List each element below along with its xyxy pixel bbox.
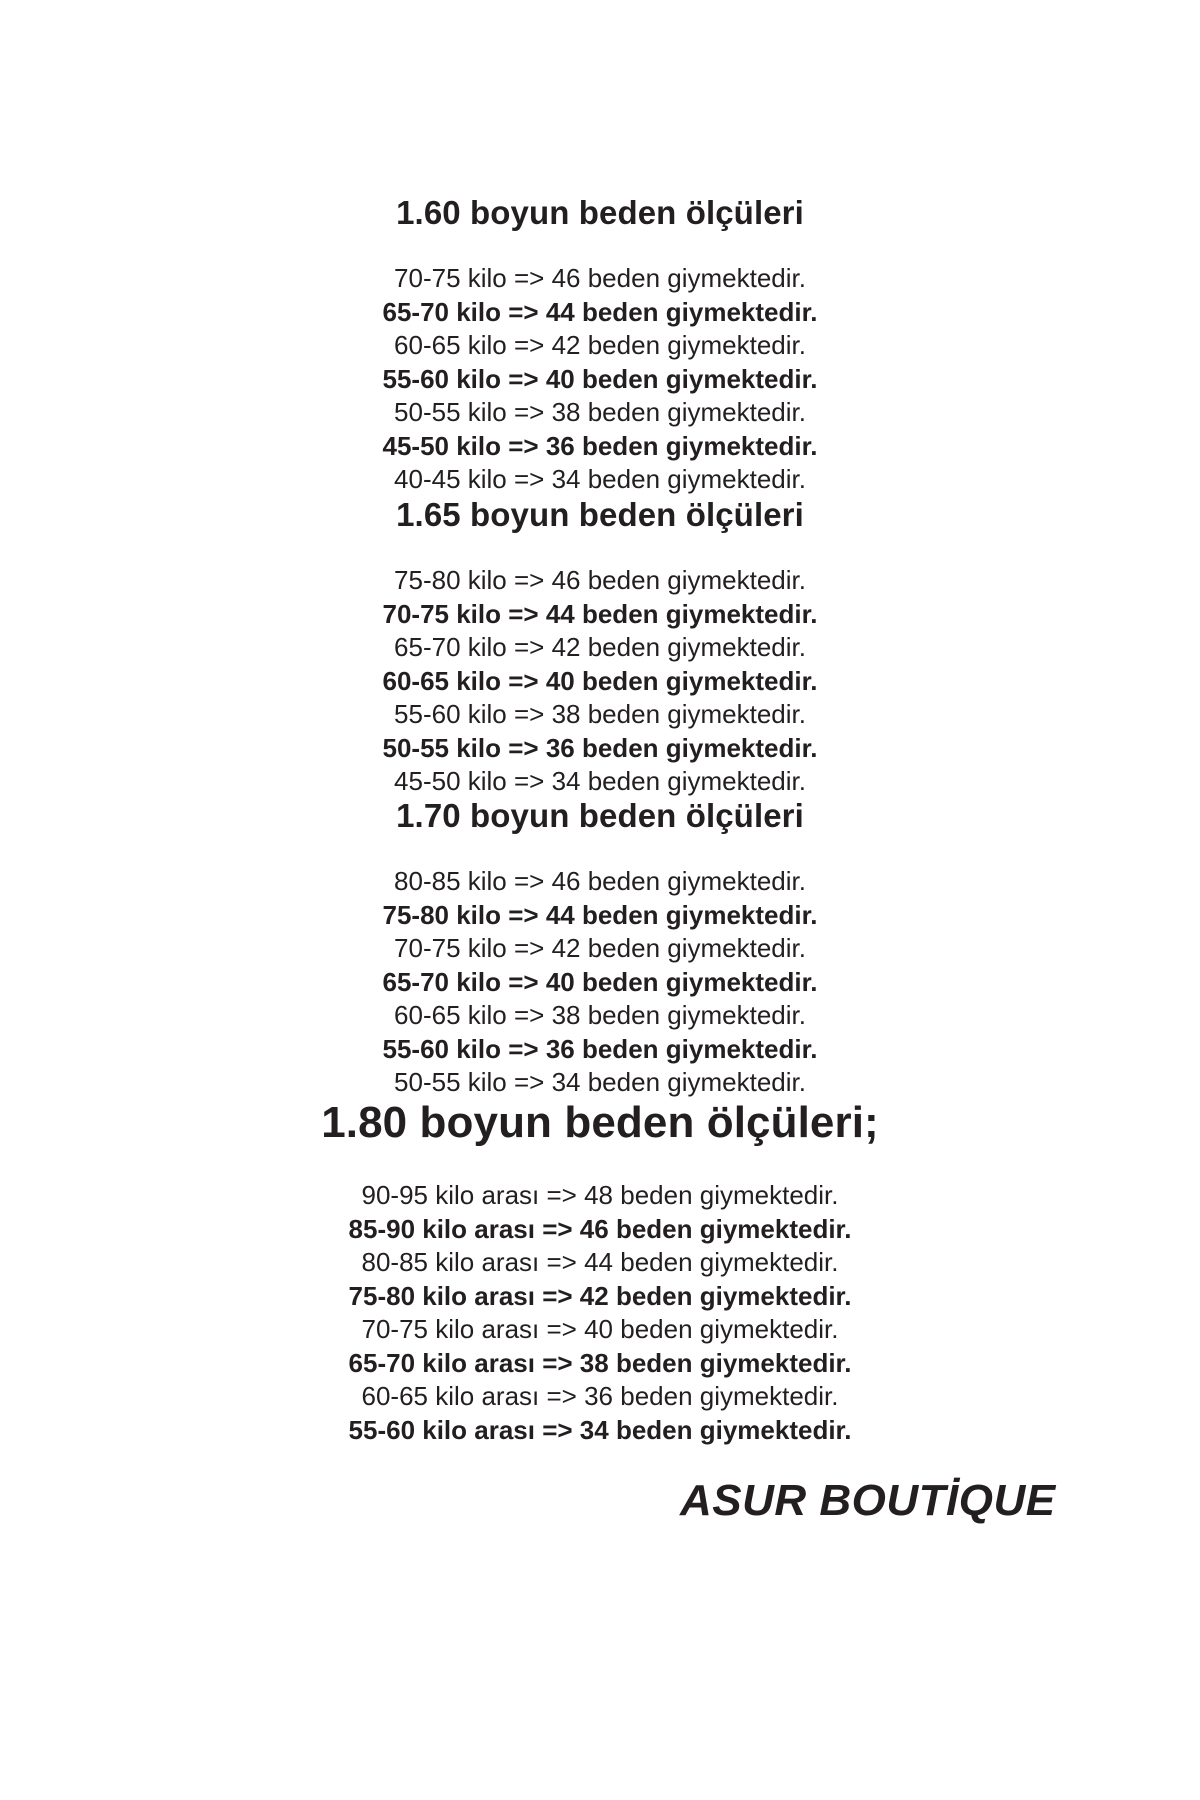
size-line: 85-90 kilo arası => 46 beden giymektedir. (348, 1213, 852, 1244)
size-line: 75-80 kilo => 46 beden giymektedir. (394, 565, 806, 595)
brand-name: ASUR BOUTİQUE (680, 1476, 1056, 1525)
size-line: 45-50 kilo => 36 beden giymektedir. (382, 430, 818, 461)
section-title: 1.65 boyun beden ölçüleri (396, 496, 804, 533)
size-line: 70-75 kilo => 46 beden giymektedir. (394, 263, 806, 293)
size-line: 50-55 kilo => 34 beden giymektedir. (394, 1067, 806, 1097)
section-165-lines (0, 564, 1200, 799)
size-line: 65-70 kilo => 42 beden giymektedir. (394, 632, 806, 662)
section-170 (0, 796, 1200, 836)
size-line: 65-70 kilo => 40 beden giymektedir. (382, 966, 818, 997)
size-line: 75-80 kilo arası => 42 beden giymektedir. (348, 1280, 852, 1311)
size-list (0, 564, 1200, 799)
size-line: 60-65 kilo arası => 36 beden giymektedir. (361, 1381, 839, 1411)
section-160-lines (0, 262, 1200, 497)
size-line: 70-75 kilo arası => 40 beden giymektedir. (361, 1314, 839, 1344)
size-line: 60-65 kilo => 38 beden giymektedir. (394, 1000, 806, 1030)
size-line: 65-70 kilo arası => 38 beden giymektedir. (348, 1347, 852, 1378)
section-160 (0, 193, 1200, 233)
size-line: 40-45 kilo => 34 beden giymektedir. (394, 464, 806, 494)
size-line: 50-55 kilo => 36 beden giymektedir. (382, 732, 818, 763)
size-list (0, 262, 1200, 497)
section-title: 1.70 boyun beden ölçüleri (396, 797, 804, 834)
size-line: 80-85 kilo => 46 beden giymektedir. (394, 866, 806, 896)
section-170-lines (0, 865, 1200, 1100)
size-line: 80-85 kilo arası => 44 beden giymektedir. (361, 1247, 839, 1277)
section-title: 1.80 boyun beden ölçüleri; (321, 1098, 879, 1147)
size-line: 55-60 kilo => 40 beden giymektedir. (382, 363, 818, 394)
size-line: 65-70 kilo => 44 beden giymektedir. (382, 296, 818, 327)
size-line: 60-65 kilo => 40 beden giymektedir. (382, 665, 818, 696)
size-list (0, 865, 1200, 1100)
section-title: 1.60 boyun beden ölçüleri (396, 194, 804, 231)
size-line: 70-75 kilo => 44 beden giymektedir. (382, 598, 818, 629)
size-line: 55-60 kilo arası => 34 beden giymektedir. (348, 1414, 852, 1445)
size-line: 45-50 kilo => 34 beden giymektedir. (394, 766, 806, 796)
size-line: 90-95 kilo arası => 48 beden giymektedir. (361, 1180, 839, 1210)
section-180-lines (0, 1179, 1200, 1447)
size-line: 60-65 kilo => 42 beden giymektedir. (394, 330, 806, 360)
size-line: 75-80 kilo => 44 beden giymektedir. (382, 899, 818, 930)
section-180 (0, 1097, 1200, 1149)
size-line: 55-60 kilo => 38 beden giymektedir. (394, 699, 806, 729)
size-line: 50-55 kilo => 38 beden giymektedir. (394, 397, 806, 427)
section-165 (0, 495, 1200, 535)
size-line: 70-75 kilo => 42 beden giymektedir. (394, 933, 806, 963)
size-list (0, 1179, 1200, 1447)
size-line: 55-60 kilo => 36 beden giymektedir. (382, 1033, 818, 1064)
